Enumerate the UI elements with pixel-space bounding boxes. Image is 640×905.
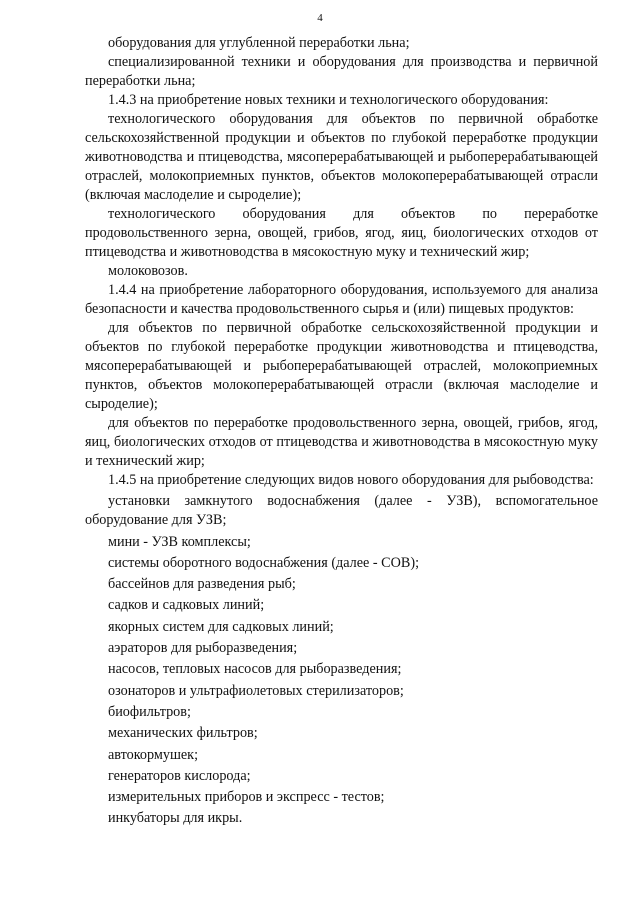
paragraph: оборудования для углубленной переработки льна; — [108, 35, 410, 51]
list-item: системы оборотного водоснабжения (далее - СОВ); — [108, 554, 420, 571]
section-heading-1-4-4: 1.4.4 на приобретение лабораторного оборудования, используемого для анализа безопасности и качества продовольственного сырья и (или) пищевых продуктов: — [85, 282, 598, 317]
paragraph: технологического оборудования для объектов по переработке продовольственного зерна, овощей, грибов, ягод, яиц, биологических отходов от птицеводства и животноводства в мясокостную муку и технический жир; — [85, 206, 598, 260]
page-number: 4 — [317, 12, 323, 24]
paragraph: технологического оборудования для объектов по первичной обработке сельскохозяйственной продукции и объектов по глубокой переработке продукции животноводства и птицеводства, мясоперерабатывающей и рыбоперерабатывающей отраслей, молокоприемных пунктов, объектов молокоперерабатывающей отрасли (включая маслоделие и сыроделие); — [85, 111, 598, 203]
list-item: мини - УЗВ комплексы; — [108, 533, 251, 550]
paragraph: молоковозов. — [108, 263, 188, 279]
list-item: озонаторов и ультрафиолетовых стерилизаторов; — [108, 682, 404, 699]
list-item: инкубаторы для икры. — [108, 810, 243, 827]
list-item: садков и садковых линий; — [108, 597, 265, 614]
list-item: насосов, тепловых насосов для рыборазведения; — [108, 661, 402, 678]
document-body — [85, 34, 598, 828]
paragraph: специализированной техники и оборудования для производства и первичной переработки льна; — [85, 54, 598, 89]
list-item: якорных систем для садковых линий; — [108, 618, 334, 635]
list-item: аэраторов для рыборазведения; — [108, 640, 298, 657]
paragraph: для объектов по переработке продовольственного зерна, овощей, грибов, ягод, яиц, биологических отходов от птицеводства и животноводства в мясокостную муку и технический жир; — [85, 415, 598, 469]
list-item: автокормушек; — [108, 746, 199, 763]
section-heading-1-4-5: 1.4.5 на приобретение следующих видов нового оборудования для рыбоводства: — [108, 472, 594, 488]
section-heading-1-4-3: 1.4.3 на приобретение новых техники и технологического оборудования: — [108, 92, 549, 108]
list-item: установки замкнутого водоснабжения (далее - УЗВ), вспомогательное оборудование для УЗВ; — [85, 493, 598, 529]
list-item: механических фильтров; — [108, 725, 258, 742]
list-item: биофильтров; — [108, 703, 191, 720]
list-item: бассейнов для разведения рыб; — [108, 576, 296, 593]
list-item: измерительных приборов и экспресс - тестов; — [108, 789, 385, 806]
list-item: генераторов кислорода; — [108, 767, 251, 784]
paragraph: для объектов по первичной обработке сельскохозяйственной продукции и объектов по глубокой переработке продукции животноводства и птицеводства, мясоперерабатывающей и рыбоперерабатывающей отраслей, молокоприемных пунктов, объектов молокоперерабатывающей отрасли (включая маслоделие и сыроделие); — [85, 320, 598, 412]
